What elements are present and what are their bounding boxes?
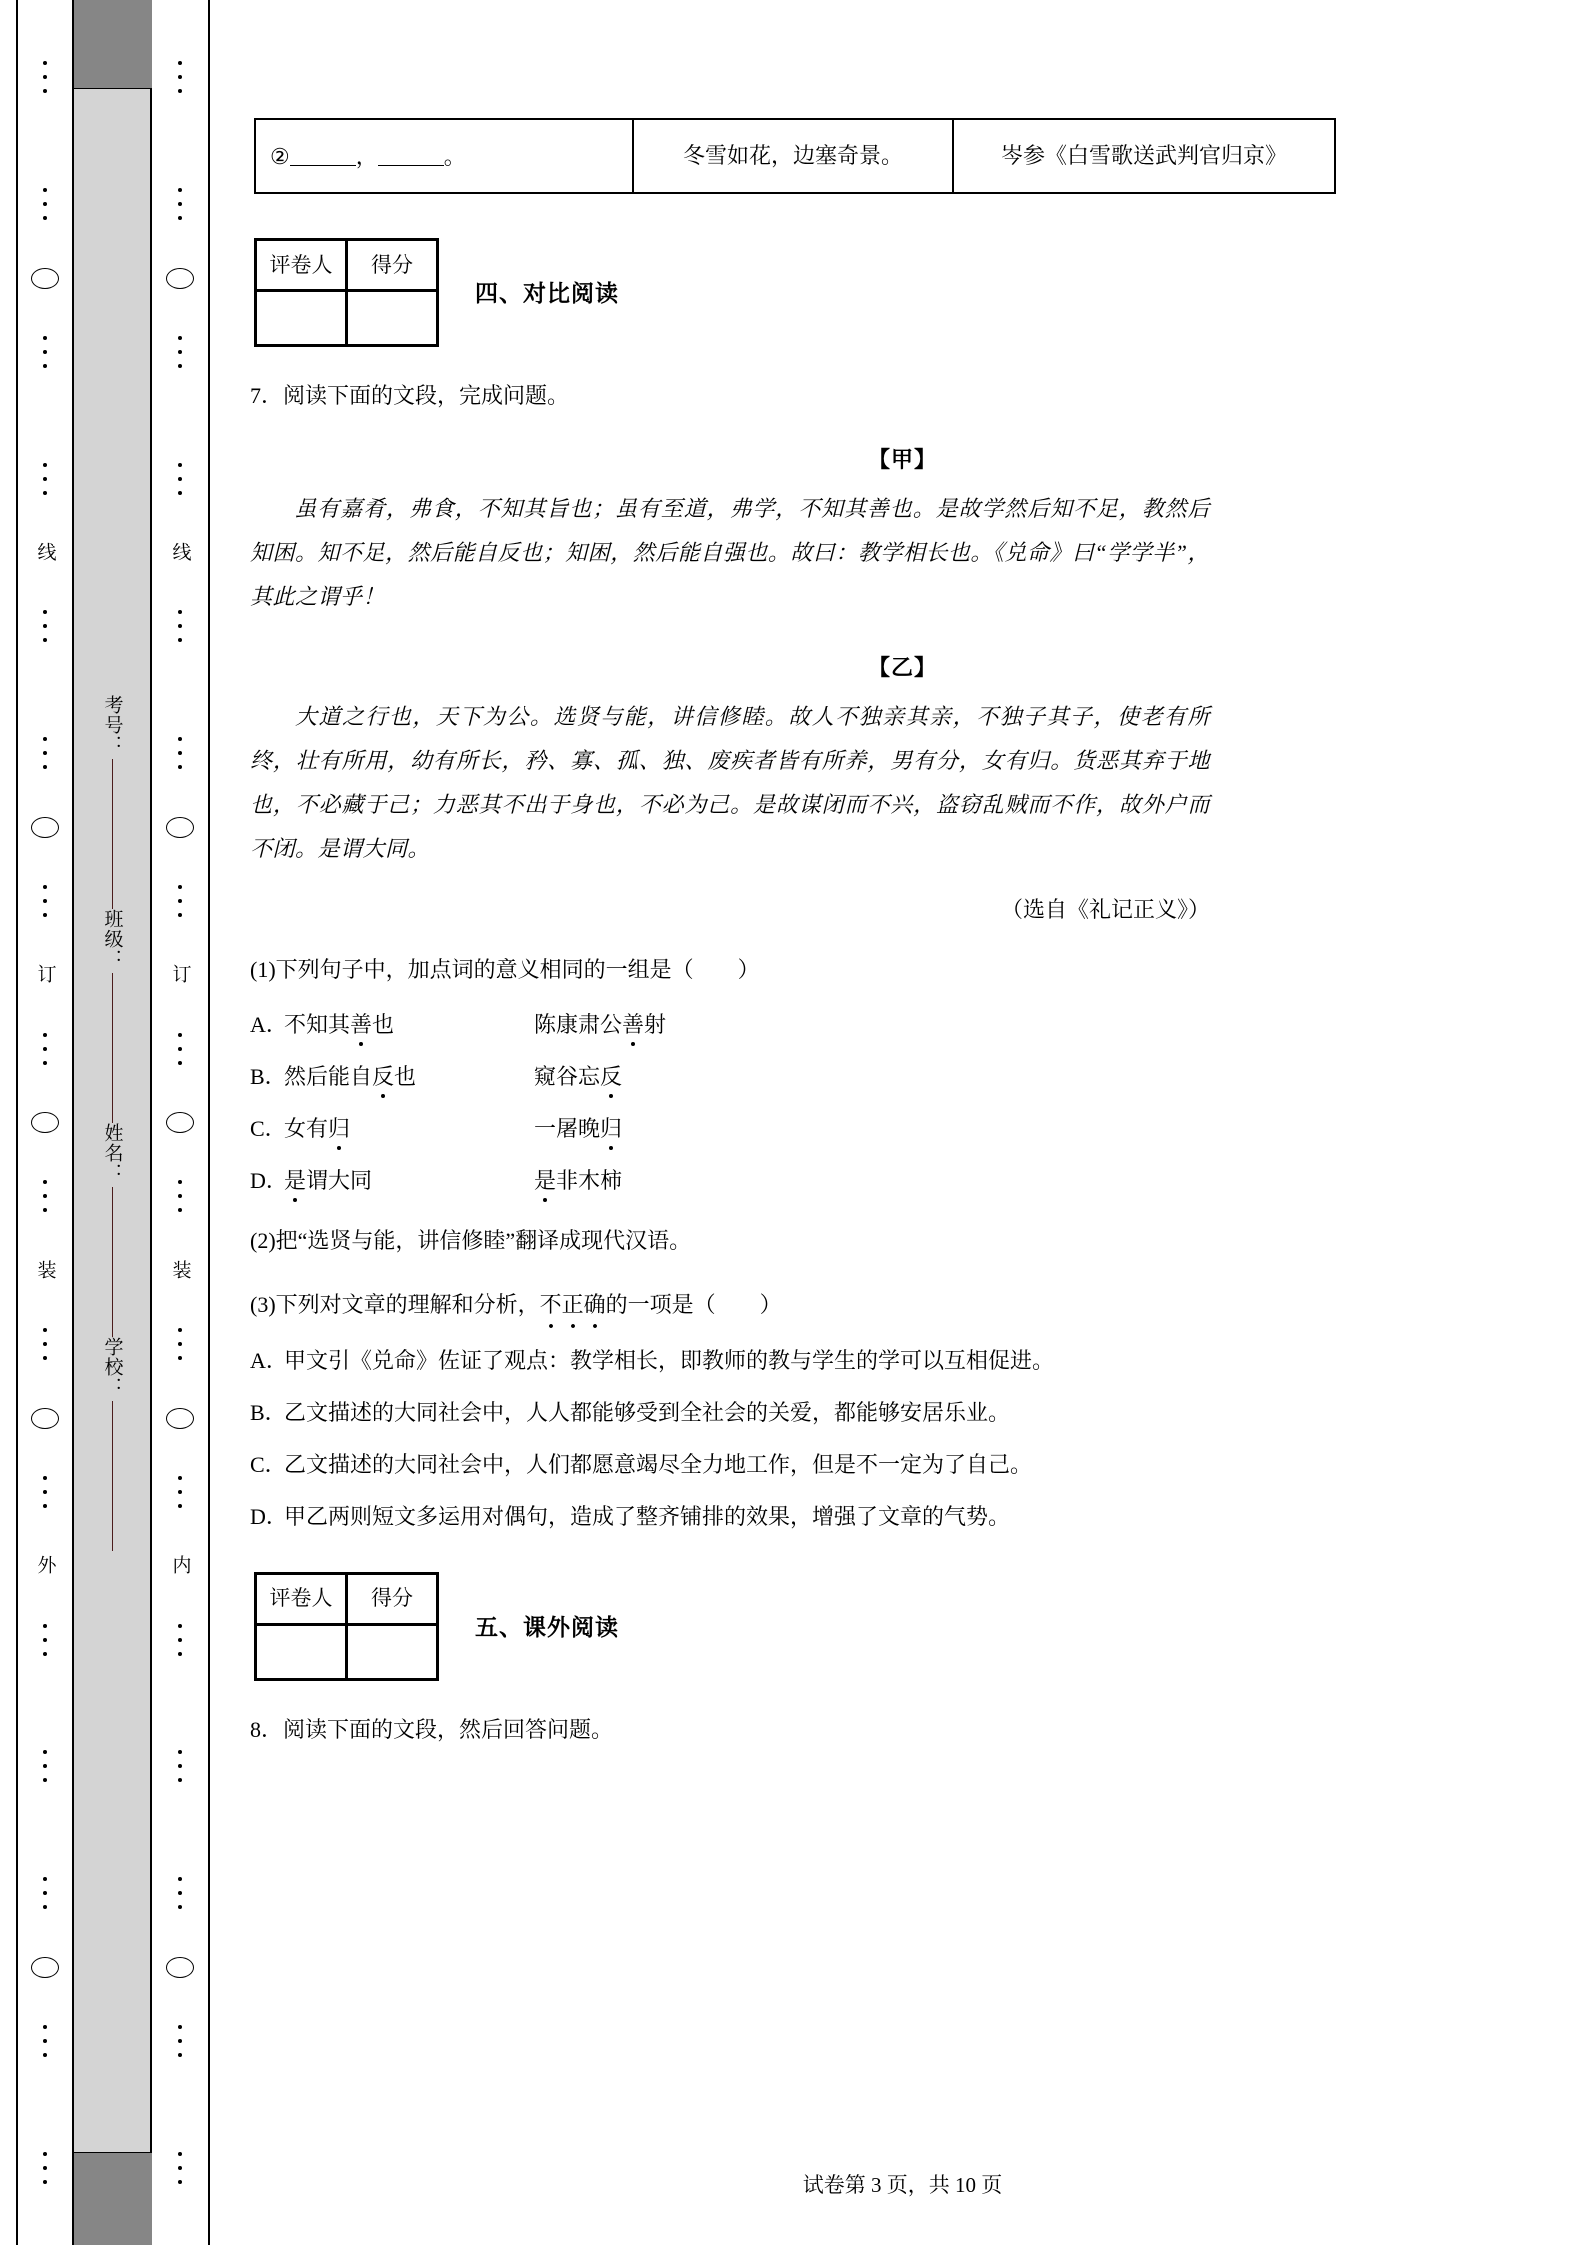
option-7-1-b[interactable] <box>250 1066 1559 1088</box>
binding-glyph-zhuang: 装 <box>34 1259 56 1281</box>
option-right: 窥谷忘反 <box>534 1064 623 1090</box>
binding-cap-bottom <box>74 2152 152 2245</box>
emphasis-dot-char: 善 <box>622 1012 645 1038</box>
passage-label-yi: 【乙】 <box>867 654 937 680</box>
dotted-run <box>43 1830 47 1957</box>
poem-description-cell: 冬雪如花，边塞奇景。 <box>633 119 953 193</box>
option-right: 陈康肃公善射 <box>534 1012 667 1038</box>
score-label: 得分 <box>347 1573 438 1624</box>
option-key: A． <box>250 1347 288 1373</box>
passage-jia-body: 虽有嘉肴，弗食，不知其旨也；虽有至道，弗学，不知其善也。是故学然后知不足，教然后知困。知不足，然后能自反也；知困，然后能自强也。故曰：教学相长也。《兑命》曰“学学半”，其此之谓乎！ <box>250 495 1210 609</box>
option-text: 甲文引《兑命》佐证了观点：教学相长，即教师的教与学生的学可以互相促进。 <box>284 1347 1055 1373</box>
dotted-run <box>43 14 47 141</box>
passage-source: （选自《礼记正义》） <box>1000 896 1210 922</box>
dotted-run <box>43 690 47 817</box>
binding-circle <box>31 268 59 289</box>
dotted-run <box>178 985 182 1112</box>
paper-content <box>246 0 1559 2245</box>
option-left: 是谓大同 <box>284 1168 373 1194</box>
binding-cap-top <box>74 0 152 89</box>
option-7-1-c[interactable] <box>250 1118 1559 1140</box>
binding-glyph-ding: 订 <box>169 964 191 986</box>
binding-glyph-xian: 线 <box>169 542 191 563</box>
dotted-run <box>43 2104 47 2231</box>
binding-circle <box>166 1957 194 1978</box>
binding-circle <box>31 1957 59 1978</box>
dotted-run <box>178 1576 182 1703</box>
binding-circle <box>166 268 194 289</box>
student-info-fields <box>74 0 150 2245</box>
table-row <box>255 119 1335 193</box>
option-key: B． <box>250 1399 287 1425</box>
passage-label-jia: 【甲】 <box>867 446 937 472</box>
binding-circle <box>166 817 194 838</box>
emphasis-dot-char: 归 <box>600 1116 623 1142</box>
dotted-run <box>43 415 47 542</box>
question-7-1-stem: (1)下列句子中，加点词的意义相同的一组是（ ） <box>250 956 760 982</box>
option-7-3-b[interactable] <box>250 1399 1559 1425</box>
emphasis-dot-char: 反 <box>372 1064 395 1090</box>
table-row <box>256 1624 438 1679</box>
dotted-run <box>43 838 47 965</box>
binding-label-outer: 外 <box>34 1555 56 1577</box>
dotted-run <box>178 1429 182 1556</box>
score-box <box>254 238 439 347</box>
emphasis-dot-char: 是 <box>534 1168 557 1194</box>
binding-label-inner: 内 <box>169 1555 191 1577</box>
dotted-run <box>178 1281 182 1408</box>
write-rule <box>112 1401 113 1551</box>
dotted-run <box>178 415 182 542</box>
option-key: B． <box>250 1064 287 1090</box>
binding-glyph-xian: 线 <box>34 542 56 563</box>
score-input-cell[interactable] <box>347 1624 438 1679</box>
period: 。 <box>443 143 466 169</box>
question-7-2-stem: (2)把“选贤与能，讲信修睦”翻译成现代汉语。 <box>250 1228 692 1254</box>
option-left: 不知其善也 <box>284 1012 395 1038</box>
dotted-run <box>43 1429 47 1556</box>
table-row <box>256 1573 438 1624</box>
dotted-run <box>178 1703 182 1830</box>
emphasis-dot-char: 善 <box>350 1012 373 1038</box>
section-title-four: 四、对比阅读 <box>475 280 619 306</box>
section-four-header <box>254 238 1559 347</box>
field-exam-number[interactable]: 考号： <box>99 695 126 909</box>
section-title-five: 五、课外阅读 <box>475 1613 619 1640</box>
binding-strip-gray <box>74 0 152 2245</box>
binding-strip-outer <box>16 0 74 2245</box>
field-school[interactable]: 学校： <box>99 1337 126 1551</box>
write-rule <box>112 973 113 1123</box>
option-text: 乙文描述的大同社会中，人们都愿意竭尽全力地工作，但是不一定为了自己。 <box>284 1451 1033 1477</box>
dotted-run <box>43 141 47 268</box>
option-key: D． <box>250 1503 288 1529</box>
dotted-run <box>178 289 182 416</box>
table-row <box>256 240 438 291</box>
binding-strip-inner <box>152 0 210 2245</box>
binding-glyph-zhuang: 装 <box>169 1259 191 1281</box>
option-left: 女有归 <box>284 1116 351 1142</box>
option-7-3-d[interactable] <box>250 1503 1559 1529</box>
binding-glyph-ding: 订 <box>34 964 56 986</box>
question-7-3-stem: (3)下列对文章的理解和分析，不正确的一项是（ ） <box>250 1290 1559 1320</box>
dotted-run <box>43 1978 47 2105</box>
comma: ， <box>355 143 378 169</box>
dotted-run <box>43 1133 47 1260</box>
option-right: 一屠晚归 <box>534 1116 623 1142</box>
grader-input-cell[interactable] <box>256 1624 347 1679</box>
section-five-header <box>254 1572 1559 1681</box>
question-7-stem: 7．阅读下面的文段，完成问题。 <box>250 383 570 408</box>
score-box <box>254 1572 439 1681</box>
option-text: 甲乙两则短文多运用对偶句，造成了整齐铺排的效果，增强了文章的气势。 <box>284 1503 1011 1529</box>
dotted-run <box>178 690 182 817</box>
page-footer: 试卷第 3 页，共 10 页 <box>802 2173 1003 2197</box>
option-7-1-d[interactable] <box>250 1170 1559 1192</box>
binding-circle <box>31 817 59 838</box>
grader-input-cell[interactable] <box>256 291 347 346</box>
dotted-run <box>43 985 47 1112</box>
option-7-3-a[interactable] <box>250 1347 1559 1373</box>
option-text: 乙文描述的大同社会中，人人都能够受到全社会的关爱，都能够安居乐业。 <box>284 1399 1011 1425</box>
option-7-3-c[interactable] <box>250 1451 1559 1477</box>
option-7-1-a[interactable] <box>250 1014 1559 1036</box>
dotted-run <box>178 1978 182 2105</box>
write-rule <box>112 1187 113 1337</box>
option-left: 然后能自反也 <box>284 1064 417 1090</box>
dotted-run <box>43 1281 47 1408</box>
dotted-run <box>178 141 182 268</box>
item-number: ② <box>270 143 290 169</box>
binding-circle <box>166 1408 194 1429</box>
emphasis-dot-char: 归 <box>328 1116 351 1142</box>
grader-label: 评卷人 <box>256 240 347 291</box>
write-rule <box>112 759 113 909</box>
emphasis-dot-word: 不正确 <box>540 1290 606 1320</box>
dotted-run <box>178 563 182 690</box>
option-key: A． <box>250 1012 288 1038</box>
poem-source-cell: 岑参《白雪歌送武判官归京》 <box>953 119 1335 193</box>
poem-blank-cell[interactable] <box>255 119 633 193</box>
dotted-run <box>178 2104 182 2231</box>
option-key: C． <box>250 1451 287 1477</box>
dotted-run <box>178 838 182 965</box>
table-row <box>256 291 438 346</box>
emphasis-dot-char: 反 <box>600 1064 623 1090</box>
option-key: D． <box>250 1168 288 1194</box>
binding-circle <box>166 1112 194 1133</box>
dotted-run <box>43 1703 47 1830</box>
passage-yi-body: 大道之行也，天下为公。选贤与能，讲信修睦。故人不独亲其亲，不独子其子，使老有所终，壮有所用，幼有所长，矜、寡、孤、独、废疾者皆有所养，男有分，女有归。货恶其弃于地也，不必藏于己；力恶其不出于身也，不必为己。是故谋闭而不兴，盗窃乱贼而不作，故外户而不闭。是谓大同。 <box>250 703 1210 861</box>
dotted-run <box>178 1830 182 1957</box>
poem-fill-table <box>254 118 1336 194</box>
field-name[interactable]: 姓名： <box>99 1123 126 1337</box>
answer-blank[interactable] <box>290 145 356 166</box>
emphasis-dot-char: 是 <box>284 1168 307 1194</box>
question-8-stem: 8．阅读下面的文段，然后回答问题。 <box>250 1716 614 1742</box>
grader-label: 评卷人 <box>256 1573 347 1624</box>
passage-yi-text <box>250 695 1210 871</box>
answer-blank[interactable] <box>378 145 444 166</box>
option-right: 是非木柿 <box>534 1168 623 1194</box>
option-key: C． <box>250 1116 287 1142</box>
dotted-run <box>43 289 47 416</box>
dotted-run <box>43 1576 47 1703</box>
score-label: 得分 <box>347 240 438 291</box>
dotted-run <box>178 1133 182 1260</box>
binding-circle <box>31 1112 59 1133</box>
binding-circle <box>31 1408 59 1429</box>
field-class[interactable]: 班级： <box>99 909 126 1123</box>
dotted-run <box>43 563 47 690</box>
score-input-cell[interactable] <box>347 291 438 346</box>
passage-jia-text <box>250 487 1210 619</box>
dotted-run <box>178 14 182 141</box>
